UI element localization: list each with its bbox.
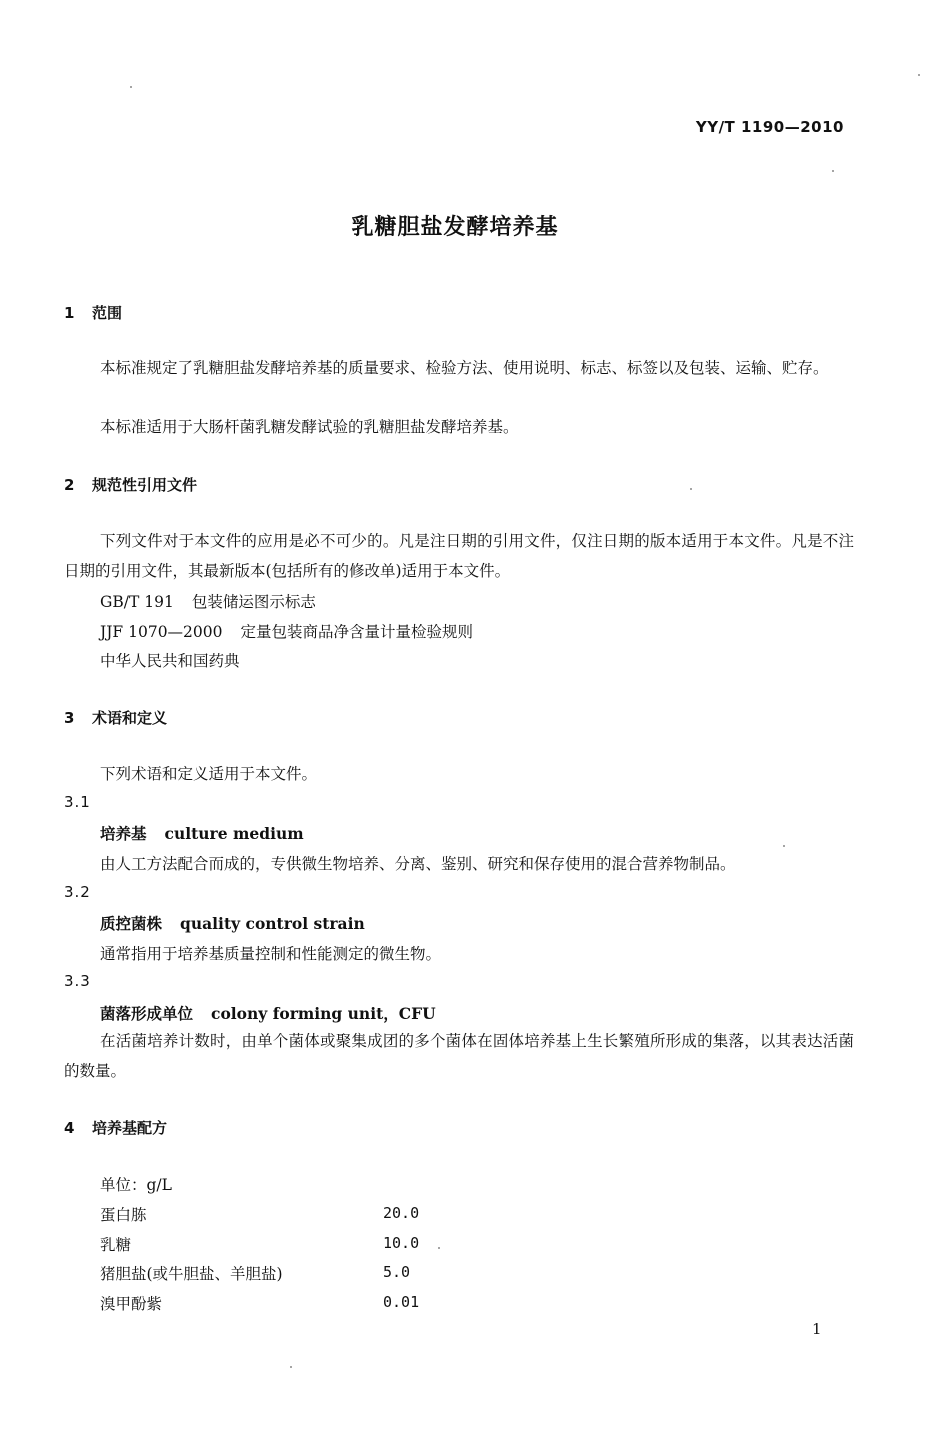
ingredient-name: 猪胆盐(或牛胆盐、羊胆盐): [100, 1265, 283, 1283]
ingredient-value: 5.0: [383, 1263, 411, 1281]
scan-speck: [918, 74, 920, 76]
term-number: 3.2: [64, 883, 91, 901]
paragraph: 本标准规定了乳糖胆盐发酵培养基的质量要求、检验方法、使用说明、标志、标签以及包装、运输、贮存。: [100, 359, 829, 377]
section-intro: 下列术语和定义适用于本文件。: [100, 765, 318, 783]
paragraph: 下列文件对于本文件的应用是必不可少的。凡是注日期的引用文件，仅注日期的版本适用于本文件。凡是不注日期的引用文件，其最新版本(包括所有的修改单)适用于本文件。: [64, 532, 854, 580]
paragraph: 本标准适用于大肠杆菌乳糖发酵试验的乳糖胆盐发酵培养基。: [100, 418, 519, 436]
ingredient-name: 溴甲酚紫: [100, 1295, 163, 1313]
term-heading: [100, 912, 365, 934]
term-definition: 由人工方法配合而成的，专供微生物培养、分离、鉴别、研究和保存使用的混合营养物制品。: [100, 855, 736, 873]
scan-speck: [783, 845, 785, 847]
section-1-heading: [64, 302, 122, 323]
section-number: 3: [64, 709, 75, 727]
ingredient-name: 蛋白胨: [100, 1206, 147, 1224]
scan-speck: [290, 1366, 292, 1368]
term-en: culture medium: [164, 824, 304, 843]
scan-speck: [130, 86, 132, 88]
term-en: colony forming unit，CFU: [211, 1004, 436, 1023]
section-number: 1: [64, 304, 75, 322]
standard-number: YY/T 1190—2010: [695, 118, 844, 136]
term-zh: 质控菌株: [100, 914, 163, 933]
term-heading: [100, 822, 304, 844]
term-number: 3.3: [64, 972, 91, 990]
reference-name: 中华人民共和国药典: [100, 652, 240, 670]
term-zh: 菌落形成单位: [100, 1004, 194, 1023]
term-zh: 培养基: [100, 824, 147, 843]
scan-speck: [832, 170, 834, 172]
term-definition: 通常指用于培养基质量控制和性能测定的微生物。: [100, 945, 442, 963]
term-en: quality control strain: [180, 914, 365, 933]
document-title: 乳糖胆盐发酵培养基: [351, 215, 559, 240]
section-number: 2: [64, 476, 75, 494]
reference-code: JJF 1070—2000: [100, 623, 223, 641]
page-number: 1: [812, 1320, 822, 1338]
scan-speck: [690, 488, 692, 490]
reference-item: [100, 649, 240, 671]
term-definition: 在活菌培养计数时，由单个菌体或聚集成团的多个菌体在固体培养基上生长繁殖所形成的集落，以其表达活菌的数量。: [64, 1032, 854, 1080]
scan-speck: [438, 1247, 440, 1249]
unit-label: 单位：g/L: [100, 1176, 172, 1194]
reference-item: [100, 620, 473, 642]
section-title: 范围: [92, 304, 123, 322]
section-4-heading: [64, 1117, 167, 1138]
term-number: 3.1: [64, 793, 91, 811]
section-2-heading: [64, 474, 197, 495]
section-3-heading: [64, 707, 167, 728]
reference-item: [100, 590, 316, 612]
section-number: 4: [64, 1119, 75, 1137]
section-title: 培养基配方: [92, 1119, 168, 1137]
reference-code: GB/T 191: [100, 593, 174, 611]
section-title: 规范性引用文件: [92, 476, 198, 494]
term-heading: [100, 1002, 436, 1024]
ingredient-value: 10.0: [383, 1234, 420, 1252]
ingredient-name: 乳糖: [100, 1236, 132, 1254]
reference-name: 包装储运图示标志: [191, 593, 316, 611]
ingredient-value: 0.01: [383, 1293, 420, 1311]
ingredient-value: 20.0: [383, 1204, 420, 1222]
section-title: 术语和定义: [92, 709, 168, 727]
reference-name: 定量包装商品净含量计量检验规则: [240, 623, 474, 641]
